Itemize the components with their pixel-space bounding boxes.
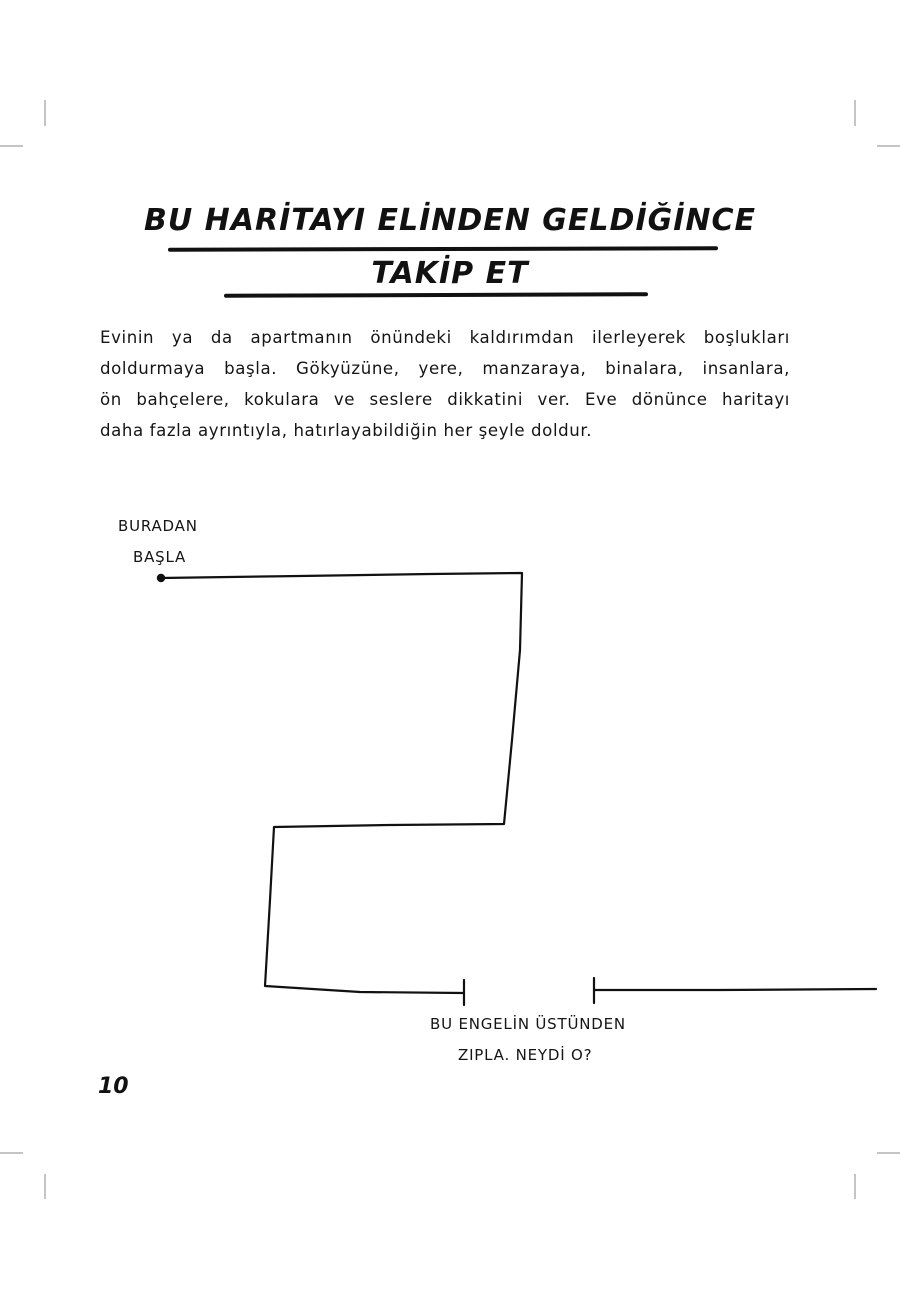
start-point-dot (157, 574, 165, 582)
instructions-line: Evinin ya da apartmanın önündeki kaldırımdan ilerleyerek boşlukları (100, 328, 790, 347)
start-label: BURADAN (118, 517, 198, 535)
page-title-line-1: BU HARİTAYI ELİNDEN GELDİĞİNCE (143, 203, 757, 238)
instructions-line: doldurmaya başla. Gökyüzüne, yere, manzaraya, binalara, insanlara, (100, 359, 790, 378)
instructions-line: daha fazla ayrıntıyla, hatırlayabildiğin her şeyle doldur. (100, 421, 593, 440)
route-path (161, 573, 522, 993)
obstacle-label: BU ENGELİN ÜSTÜNDEN (430, 1015, 626, 1033)
start-label: BAŞLA (133, 548, 187, 566)
page-number: 10 (98, 1074, 129, 1099)
route-path-continuation (594, 989, 876, 990)
instructions-line: ön bahçelere, kokulara ve seslere dikkatini ver. Eve dönünce haritayı (100, 390, 790, 409)
obstacle-label: ZIPLA. NEYDİ O? (458, 1046, 593, 1064)
page-title-line-2: TAKİP ET (371, 256, 529, 291)
